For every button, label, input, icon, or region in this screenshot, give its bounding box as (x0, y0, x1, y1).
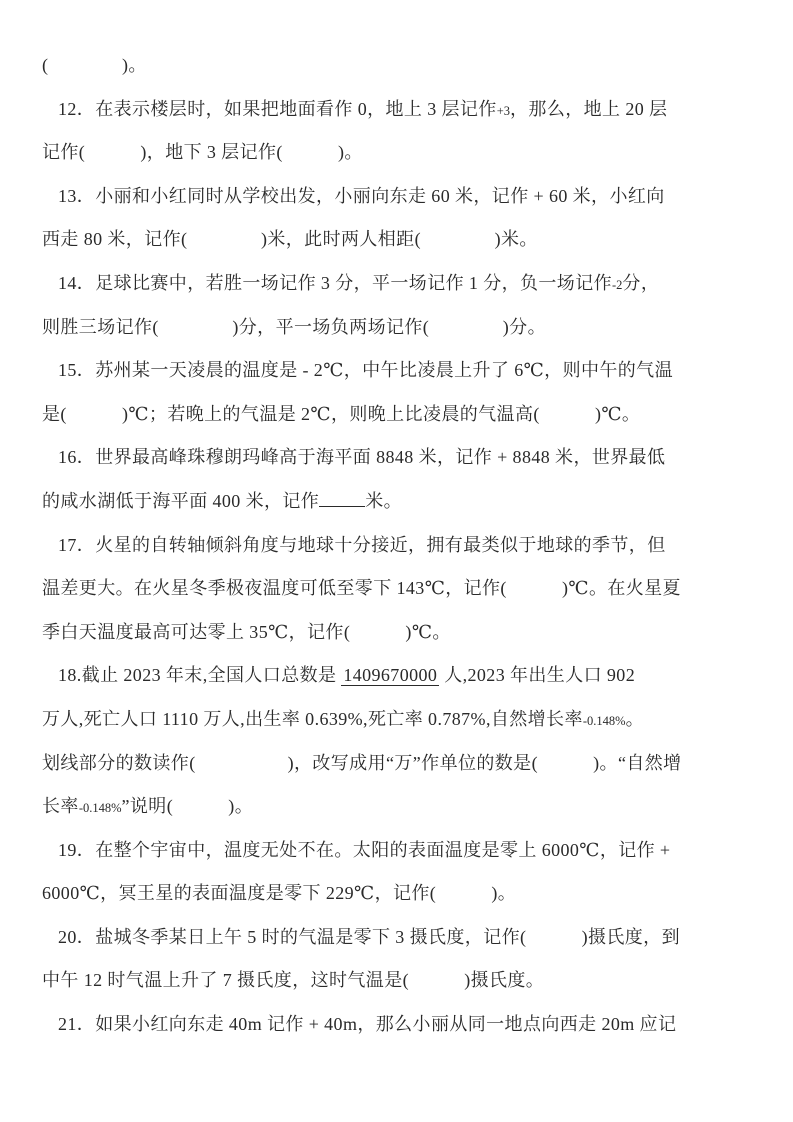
text-run-blank (319, 490, 365, 507)
text-run-small: +3 (496, 103, 511, 118)
text-run: 长率 (42, 796, 79, 817)
q18-line1 (42, 654, 749, 698)
q14-line2 (42, 306, 749, 350)
text-run: 。 (625, 708, 644, 729)
text-run-underline: 1409670000 (343, 665, 438, 686)
q20-line1 (42, 916, 749, 960)
text-run: 西走 80 米，记作( )米，此时两人相距( )米。 (42, 229, 538, 250)
q18-line3 (42, 742, 749, 786)
q18-line2 (42, 698, 749, 742)
q15-line2 (42, 393, 749, 437)
q16-line1 (42, 436, 749, 480)
q16-line2 (42, 480, 749, 524)
text-run: 季白天温度最高可达零上 35℃，记作( )℃。 (42, 621, 451, 642)
text-run: 17．火星的自转轴倾斜角度与地球十分接近，拥有最类似于地球的季节，但 (58, 534, 666, 555)
text-run: 19．在整个宇宙中，温度无处不在。太阳的表面温度是零上 6000℃，记作 + (58, 839, 671, 860)
text-run: 12．在表示楼层时，如果把地面看作 0，地上 3 层记作 (58, 98, 497, 119)
q19-line2 (42, 872, 749, 916)
q15-line1 (42, 349, 749, 393)
text-run: 20．盐城冬季某日上午 5 时的气温是零下 3 摄氏度，记作( )摄氏度，到 (58, 926, 680, 947)
text-run: 是( )℃；若晚上的气温是 2℃，则晚上比凌晨的气温高( )℃。 (42, 403, 641, 424)
text-run-small: -0.148% (582, 713, 626, 728)
text-run: 18.截止 2023 年末,全国人口总数是 (58, 665, 342, 686)
q20-line2 (42, 959, 749, 1003)
text-run: 划线部分的数读作( )，改写成用“万”作单位的数是( )。“自然增 (42, 752, 682, 773)
text-run: ，那么，地上 20 层 (510, 98, 668, 119)
text-run: 则胜三场记作( )分，平一场负两场记作( )分。 (42, 316, 546, 337)
text-run: 13．小丽和小红同时从学校出发，小丽向东走 60 米，记作 + 60 米，小红向 (58, 185, 665, 206)
text-run: 14．足球比赛中，若胜一场记作 3 分，平一场记作 1 分，负一场记作 (58, 272, 612, 293)
q11-answer-continuation (42, 44, 749, 88)
q12-line2 (42, 131, 749, 175)
q18-line4 (42, 785, 749, 829)
text-run: 6000℃，冥王星的表面温度是零下 229℃，记作( )。 (42, 883, 517, 904)
text-run: 万人,死亡人口 1110 万人,出生率 0.639%,死亡率 0.787%,自然增长率 (42, 708, 583, 729)
q21-line1 (42, 1003, 749, 1047)
text-run: 21．如果小红向东走 40m 记作 + 40m，那么小丽从同一地点向西走 20m 应记 (58, 1014, 677, 1035)
text-run-small: -0.148% (78, 801, 122, 816)
text-run: 16．世界最高峰珠穆朗玛峰高于海平面 8848 米，记作 + 8848 米，世界最低 (58, 447, 666, 468)
q19-line1 (42, 829, 749, 873)
q17-line2 (42, 567, 749, 611)
q14-line1 (42, 262, 749, 306)
q13-line2 (42, 218, 749, 262)
text-run: 温差更大。在火星冬季极夜温度可低至零下 143℃，记作( )℃。在火星夏 (42, 578, 681, 599)
q13-line1 (42, 175, 749, 219)
q17-line3 (42, 611, 749, 655)
text-run: 的咸水湖低于海平面 400 米，记作 (42, 490, 320, 511)
text-run: 分， (622, 272, 660, 293)
text-run: 记作( )，地下 3 层记作( )。 (42, 142, 363, 163)
text-run: 中午 12 时气温上升了 7 摄氏度，这时气温是( )摄氏度。 (42, 970, 545, 991)
text-run: ( )。 (42, 55, 147, 75)
q12-line1 (42, 88, 749, 132)
text-run: ”说明( )。 (121, 796, 254, 817)
text-run: 人,2023 年出生人口 902 (439, 665, 636, 686)
text-run: 15．苏州某一天凌晨的温度是 - 2℃，中午比凌晨上升了 6℃，则中午的气温 (58, 360, 673, 381)
text-run: 米。 (365, 490, 403, 511)
q17-line1 (42, 524, 749, 568)
text-run-small: -2 (612, 277, 623, 292)
